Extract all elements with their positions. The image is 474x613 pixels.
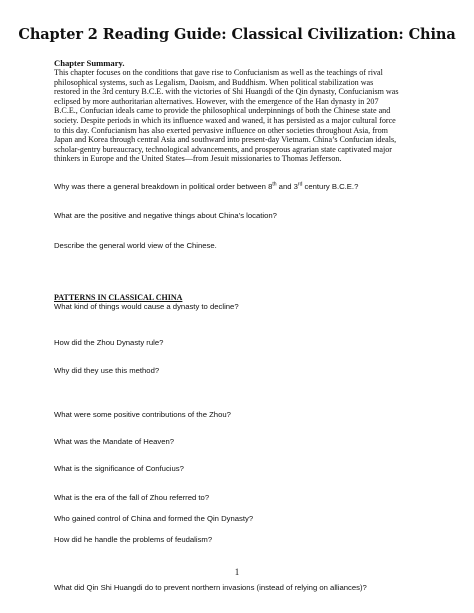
question-zhou-method: Why did they use this method? bbox=[54, 366, 160, 375]
question-feudalism: How did he handle the problems of feudalism? bbox=[54, 535, 213, 544]
summary-line: eclipsed by more authoritarian alternatives. However, with the emergence of the Han dynasty in 207 bbox=[54, 96, 379, 106]
summary-line: society. Despite periods in which its influence waxed and waned, it has persisted as a major cultural force bbox=[54, 115, 396, 125]
question-dynasty-decline: What kind of things would cause a dynasty to decline? bbox=[54, 302, 239, 311]
question-mandate-of-heaven: What was the Mandate of Heaven? bbox=[54, 437, 175, 446]
ordinal-superscript: th bbox=[272, 181, 277, 188]
summary-line: This chapter focuses on the conditions that gave rise to Confucianism as well as the teachings of rival bbox=[54, 68, 383, 77]
summary-line: to this day. Confucianism has also exerted pervasive influence on other societies throughout Asia, from bbox=[54, 125, 388, 135]
question-confucius: What is the significance of Confucius? bbox=[54, 464, 184, 473]
summary-paragraph bbox=[54, 68, 428, 164]
question-text: Why was there a general breakdown in political order between 8 bbox=[54, 182, 273, 191]
question-world-view: Describe the general world view of the Chinese. bbox=[54, 241, 217, 250]
ordinal-superscript: rd bbox=[297, 181, 303, 188]
section-heading: PATTERNS IN CLASSICAL CHINA bbox=[54, 293, 183, 302]
question-text: century B.C.E.? bbox=[302, 182, 359, 191]
question-zhou-contributions: What were some positive contributions of the Zhou? bbox=[54, 410, 231, 419]
summary-line: restored in the 3rd century B.C.E. with the victories of Shi Huangdi of the Qin dynasty, Confucianism was bbox=[54, 87, 399, 97]
summary-heading: Chapter Summary. bbox=[54, 58, 125, 68]
question-political-breakdown bbox=[54, 182, 358, 191]
question-northern-invasions: What did Qin Shi Huangdi do to prevent northern invasions (instead of relying on alliances)? bbox=[54, 583, 367, 592]
question-qin-dynasty: Who gained control of China and formed the Qin Dynasty? bbox=[54, 514, 254, 523]
question-text: and 3 bbox=[276, 182, 298, 191]
question-zhou-fall-era: What is the era of the fall of Zhou referred to? bbox=[54, 493, 210, 502]
summary-line: thinkers in Europe and the United States—from Jesuit missionaries to Thomas Jefferson. bbox=[54, 154, 342, 164]
question-zhou-rule: How did the Zhou Dynasty rule? bbox=[54, 338, 164, 347]
summary-line: philosophical systems, such as Legalism, Daoism, and Buddhism. When political stabilization was bbox=[54, 77, 374, 87]
summary-line: Japan and Korea through central Asia and southward into present-day Vietnam. China’s Confucian ideals, bbox=[54, 135, 397, 145]
summary-line: scholar-gentry bureaucracy, technological advancements, and prosperous agrarian state captivated major bbox=[54, 144, 392, 154]
page-title: Chapter 2 Reading Guide: Classical Civilization: China bbox=[18, 26, 456, 43]
question-china-location: What are the positive and negative things about China’s location? bbox=[54, 211, 277, 220]
page-number: 1 bbox=[234, 567, 240, 577]
summary-line: B.C.E., Confucian ideals came to provide the philosophical underpinnings of both the Chinese state and bbox=[54, 106, 391, 116]
